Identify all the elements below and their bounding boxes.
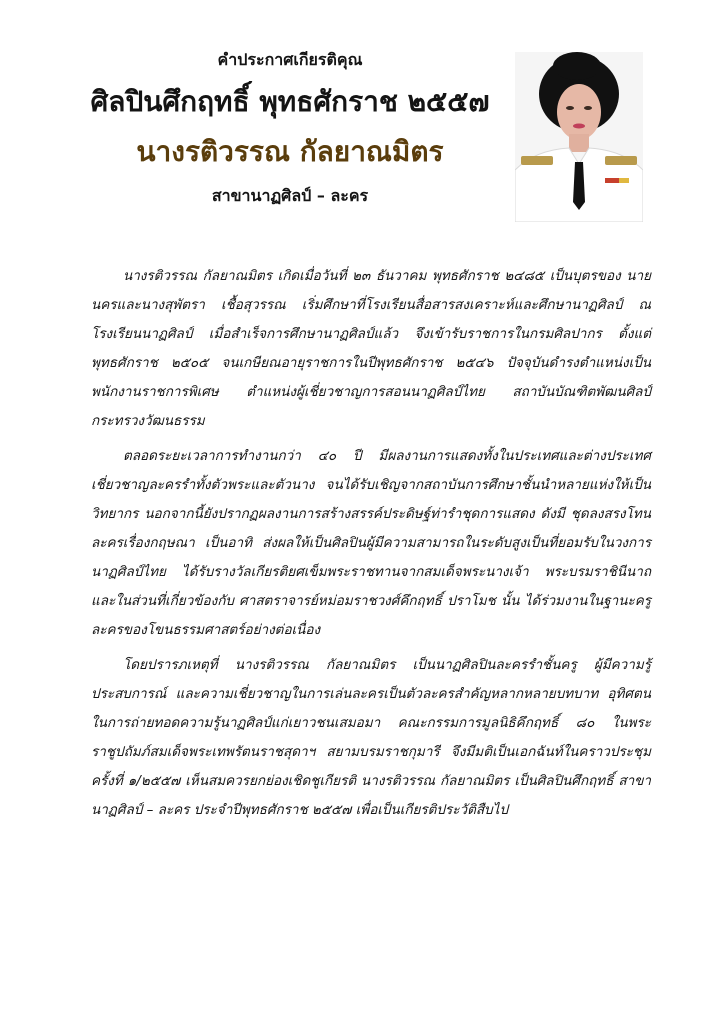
paragraph: โดยปรารภเหตุที่ นางรติวรรณ กัลยาณมิตร เป็นนาฏศิลปินละครรำชั้นครู ผู้มีความรู้ ประสบการณ์ และความเชี่ยวชาญในการเล่นละครเป็นตัวละครสำคัญหลากหลายบทบาท อุทิศตนในการถ่ายทอดความรู้นาฏศิลป์แก่เยาวชนเสมอมา คณะกรรมการมูลนิธิคึกฤทธิ์ ๘๐ ในพระราชูปถัมภ์สมเด็จพระเทพรัตนราชสุดาฯ สยามบรมราชกุมารี จึงมีมติเป็นเอกฉันท์ในคราวประชุมครั้งที่ ๑/๒๕๕๗ เห็นสมควรยกย่องเชิดชูเกียรติ นางรติวรรณ กัลยาณมิตร เป็นศิลปินศึกฤทธิ์ สาขานาฏศิลป์ – ละคร ประจำปีพุทธศักราช ๒๕๕๗ เพื่อเป็นเกียรติประวัติสืบไป [91,657,651,818]
award-title: ศิลปินศึกฤทธิ์ พุทธศักราช ๒๕๕๗ [90,85,490,118]
header [80,40,500,209]
portrait-photo [515,52,643,222]
award-branch: สาขานาฏศิลป์ – ละคร [211,186,369,206]
paragraph: ตลอดระยะเวลาการทำงานกว่า ๔๐ ปี มีผลงานการแสดงทั้งในประเทศและต่างประเทศเชี่ยวชาญละครรำทั้งตัวพระและตัวนาง จนได้รับเชิญจากสถาบันการศึกษาชั้นนำหลายแห่งให้เป็นวิทยากร นอกจากนี้ยังปรากฏผลงานการสร้างสรรค์ประดิษฐ์ท่ารำชุดการแสดง ดังมี ชุดลงสรงโทน ละครเรื่องกฤษณา เป็นอาทิ ส่งผลให้เป็นศิลปินผู้มีความสามารถในระดับสูงเป็นที่ยอมรับในวงการนาฏศิลป์ไทย ได้รับรางวัลเกียรติยศเข็มพระราชทานจากสมเด็จพระนางเจ้า พระบรมราชินีนาถ และในส่วนที่เกี่ยวข้องกับ ศาสตราจารย์หม่อมราชวงศ์คึกฤทธิ์ ปราโมช นั้น ได้ร่วมงานในฐานะครูละครของโขนธรรมศาสตร์อย่างต่อเนื่อง [91,448,651,638]
citation-body [91,262,651,831]
portrait-illustration [515,52,643,222]
announcement-caption: คำประกาศเกียรติคุณ [217,50,363,69]
honoree-name: นางรติวรรณ กัลยาณมิตร [136,134,444,168]
paragraph: นางรติวรรณ กัลยาณมิตร เกิดเมื่อวันที่ ๒๓ ธันวาคม พุทธศักราช ๒๔๘๕ เป็นบุตรของ นายนครและนางสุพัตรา เชื้อสุวรรณ เริ่มศึกษาที่โรงเรียนสื่อสารสงเคราะห์และศึกษานาฏศิลป์ ณ โรงเรียนนาฏศิลป์ เมื่อสำเร็จการศึกษานาฏศิลป์แล้ว จึงเข้ารับราชการในกรมศิลปากร ตั้งแต่พุทธศักราช ๒๕๐๕ จนเกษียณอายุราชการในปีพุทธศักราช ๒๕๔๖ ปัจจุบันดำรงตำแหน่งเป็นพนักงานราชการพิเศษ ตำแหน่งผู้เชี่ยวชาญการสอนนาฏศิลป์ไทย สถาบันบัณฑิตพัฒนศิลป์ กระทรวงวัฒนธรรม [91,268,651,429]
